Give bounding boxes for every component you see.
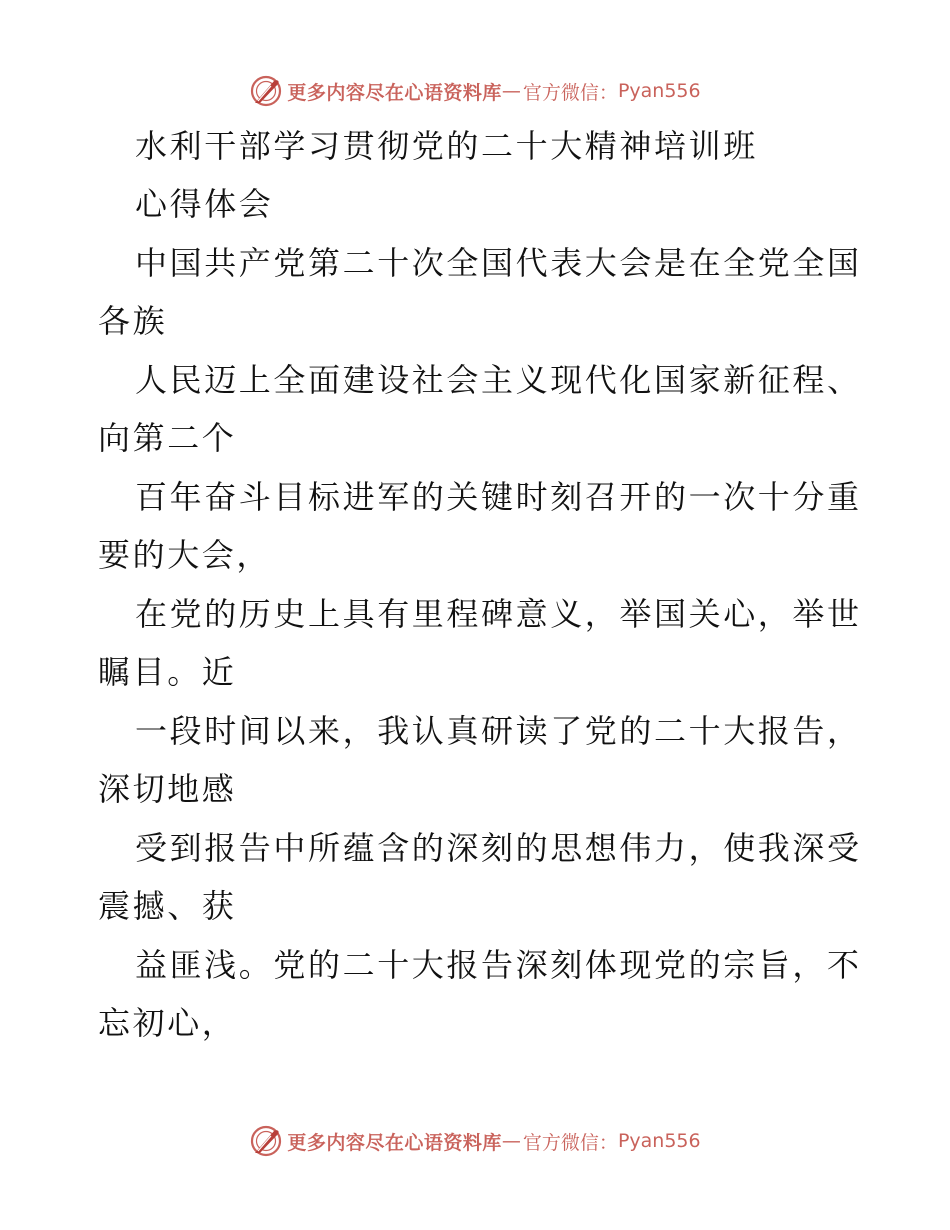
banner-wechat-label: 官方微信：	[522, 1131, 618, 1154]
banner-site-text: 更多内容尽在心语资料库	[287, 1131, 502, 1154]
body-line: 深切地感	[98, 770, 237, 808]
banner-wechat-id: Pyan556	[617, 80, 701, 102]
body-line: 人民迈上全面建设社会主义现代化国家新征程、	[135, 361, 862, 399]
body-line: 忘初心，	[98, 1004, 237, 1042]
banner-site-text: 更多内容尽在心语资料库	[287, 81, 502, 104]
body-line: 在党的历史上具有里程碑意义，举国关心，举世	[135, 595, 862, 633]
document-title-line-2: 心得体会	[135, 185, 274, 223]
footer-banner	[0, 1121, 950, 1161]
body-line: 百年奋斗目标进军的关键时刻召开的一次十分重	[135, 478, 862, 516]
body-line: 震撼、获	[98, 887, 237, 925]
header-banner	[0, 71, 950, 111]
body-line: 中国共产党第二十次全国代表大会是在全党全国	[135, 244, 862, 282]
body-line: 受到报告中所蕴含的深刻的思想伟力，使我深受	[135, 829, 862, 867]
banner-separator: —	[501, 1130, 521, 1152]
body-line: 瞩目。近	[98, 653, 237, 691]
body-line: 各族	[98, 302, 168, 340]
body-line: 向第二个	[98, 419, 237, 457]
banner-wechat-id: Pyan556	[617, 1130, 701, 1152]
banner-wechat-label: 官方微信：	[522, 81, 618, 104]
quill-pen-logo-icon	[249, 74, 283, 108]
body-line: 益匪浅。党的二十大报告深刻体现党的宗旨，不	[135, 946, 862, 984]
body-line: 要的大会，	[98, 536, 272, 574]
body-line: 一段时间以来，我认真研读了党的二十大报告，	[135, 712, 862, 750]
document-title-line-1: 水利干部学习贯彻党的二十大精神培训班	[135, 127, 758, 165]
banner-separator: —	[501, 80, 521, 102]
quill-pen-logo-icon	[249, 1124, 283, 1158]
